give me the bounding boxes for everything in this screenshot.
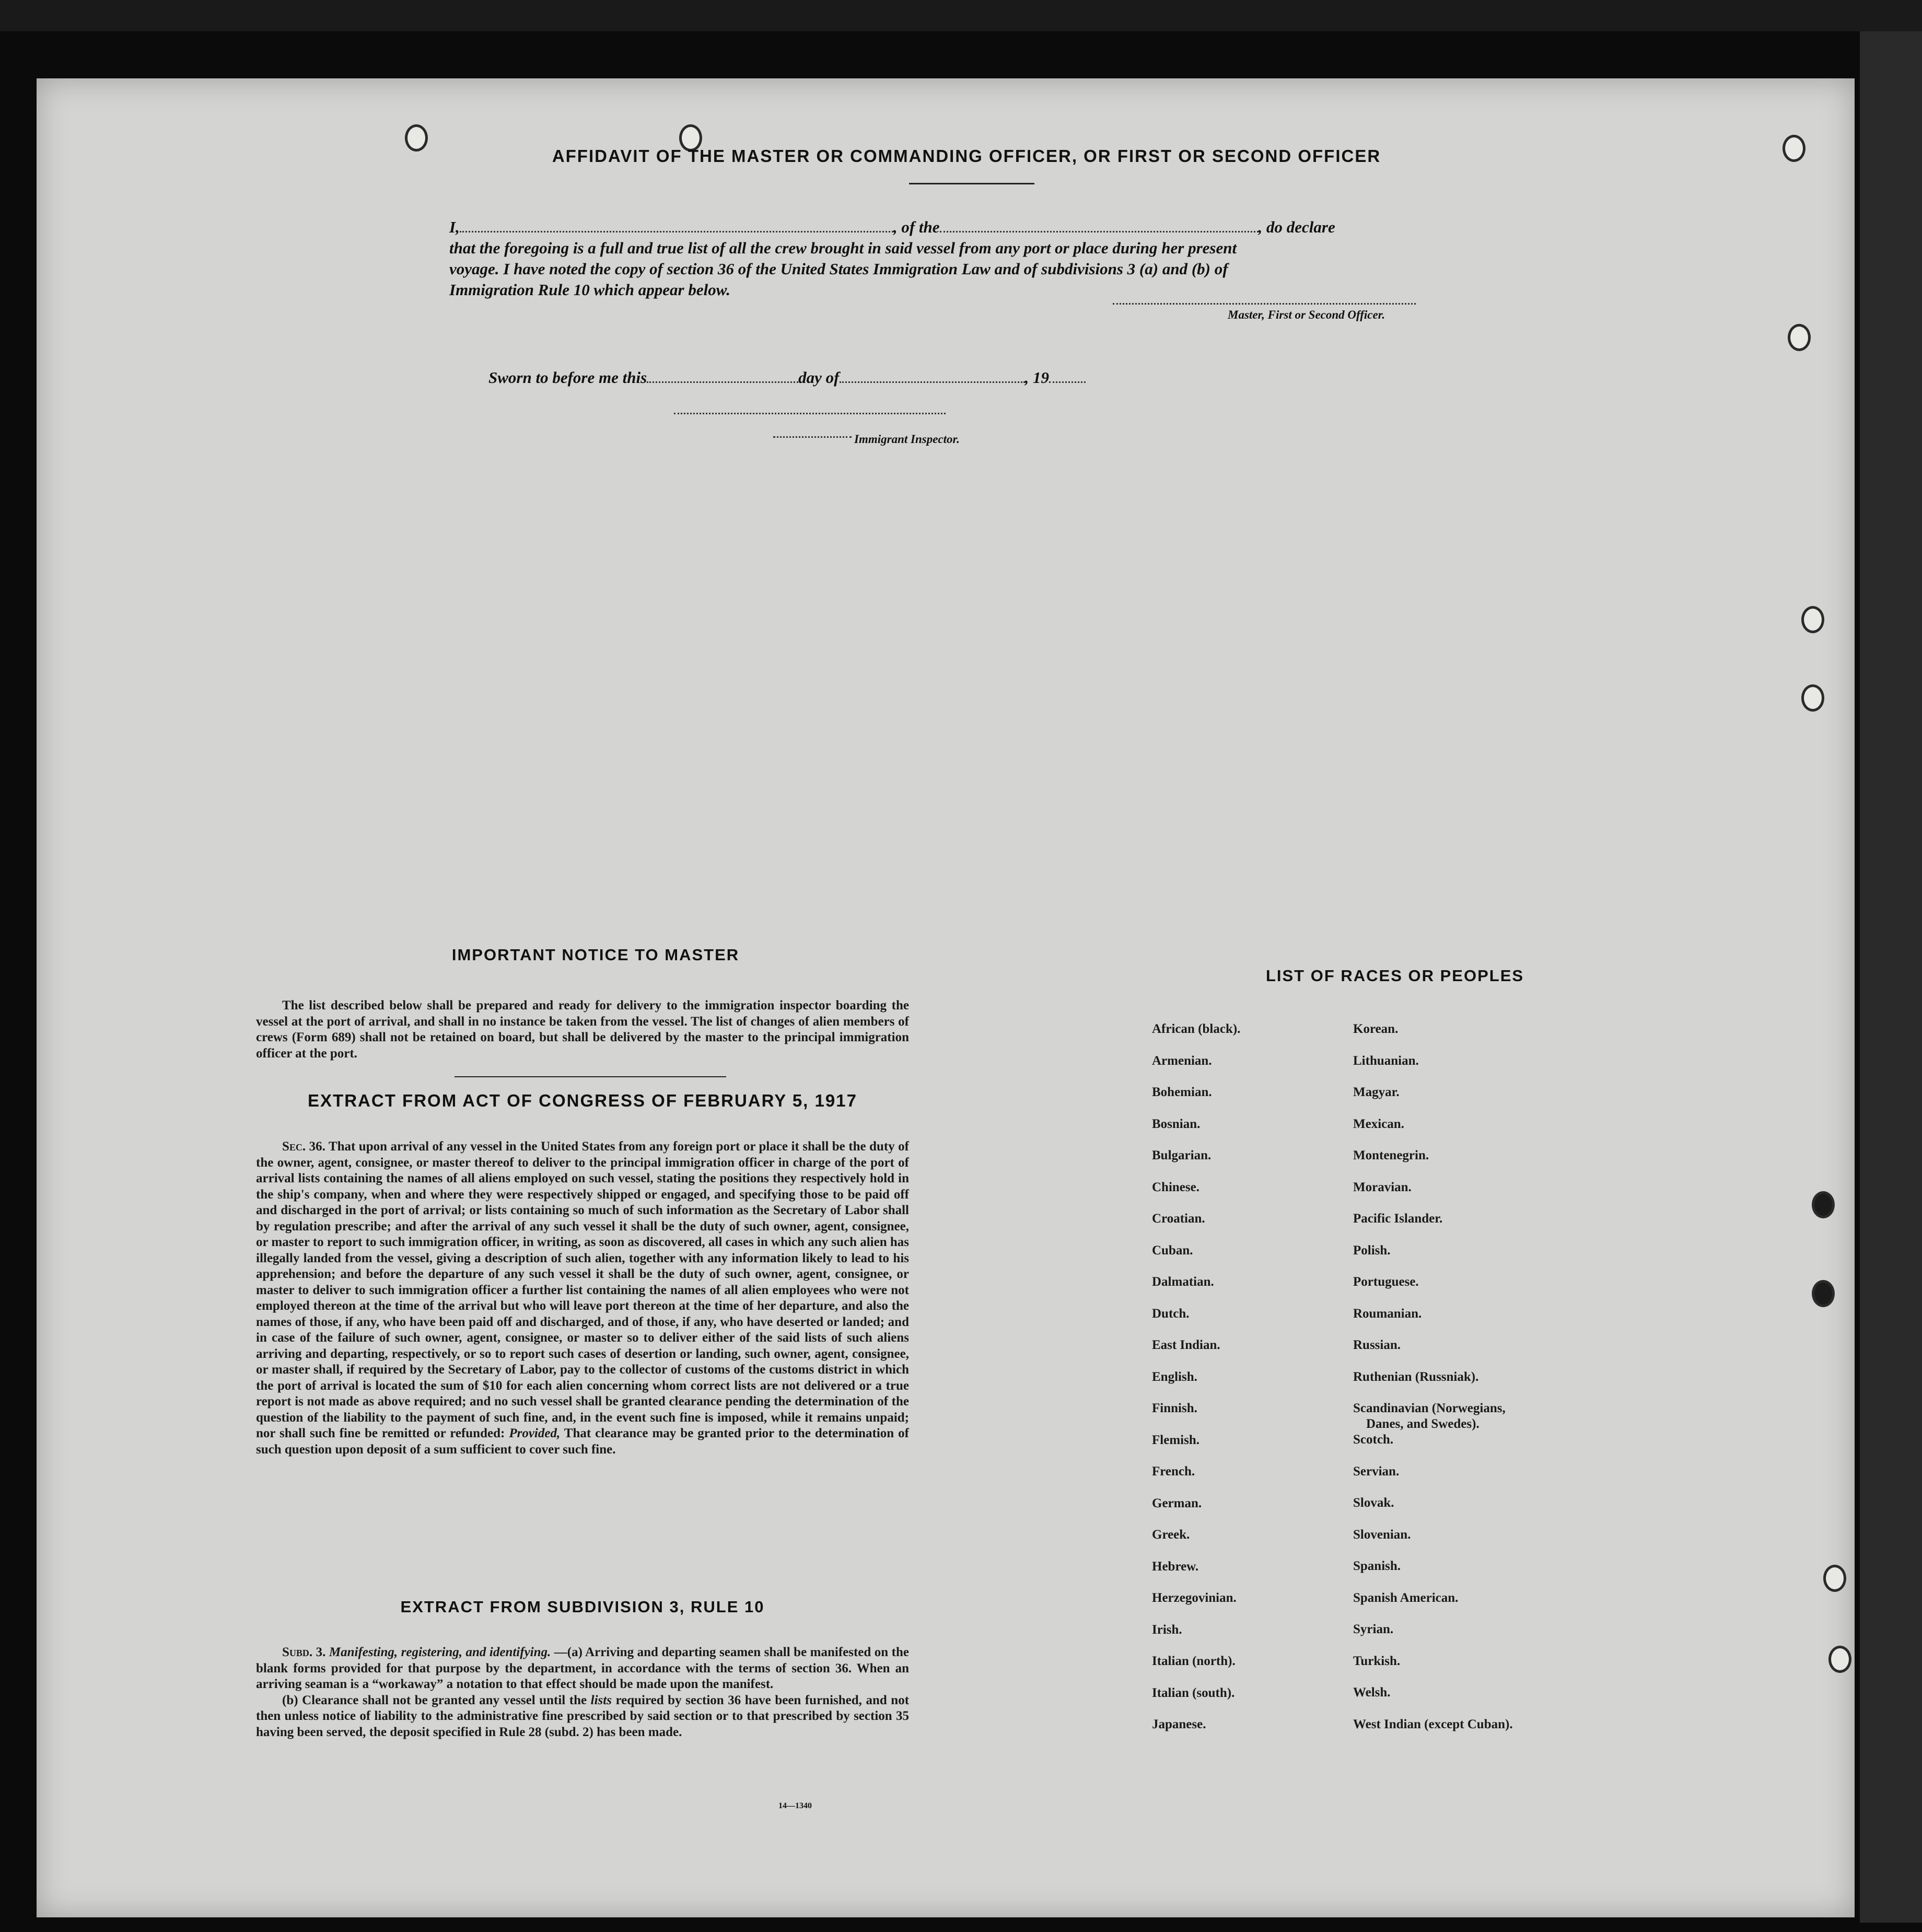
act-sec-label: Sec. 36.	[282, 1139, 325, 1154]
race-item: Irish.	[1152, 1622, 1182, 1637]
race-item: Scotch.	[1353, 1433, 1394, 1447]
race-item: Dutch.	[1152, 1306, 1190, 1321]
punch-hole	[1801, 684, 1824, 712]
race-item: Spanish.	[1353, 1559, 1401, 1573]
race-item: Cuban.	[1152, 1243, 1193, 1258]
form-number: 14—1340	[778, 1801, 812, 1810]
affidavit-line3: voyage. I have noted the copy of section 36 of the United States Immigration Law and of subdivisions 3 (a) and (b) of	[449, 260, 1228, 278]
race-item: Polish.	[1353, 1243, 1391, 1258]
race-item: Turkish.	[1353, 1654, 1401, 1668]
sworn-day-blank[interactable]	[647, 381, 798, 383]
race-item: Moravian.	[1353, 1180, 1412, 1194]
rule-para-b	[256, 1693, 909, 1741]
affidavit-line2: that the foregoing is a full and true list of all the crew brought in said vessel from any port or place during her present	[449, 239, 1237, 257]
vessel-blank[interactable]	[940, 231, 1259, 232]
rule-para-b-lists: lists	[590, 1693, 612, 1707]
inspector-label: Immigrant Inspector.	[854, 433, 960, 446]
affidavit-of-the: , of the	[893, 218, 940, 236]
act-title: EXTRACT FROM ACT OF CONGRESS OF FEBRUARY 5, 1917	[308, 1091, 857, 1110]
rule-para-b-rest: required by section 36 have been furnished, and not then unless notice of liability to the administrative fine prescribed by said section or to that prescribed by section 35 having been served, the deposit specified in Rule 28 (subd. 2) has been made.	[256, 1693, 910, 1739]
rule-subd-label: Subd. 3.	[282, 1645, 326, 1659]
punch-hole	[1801, 606, 1824, 633]
act-body: That upon arrival of any vessel in the United States from any foreign port or place it shall be the duty of the owner, agent, consignee, or master thereof to deliver to the principal immigration officer in charge of the port of arrival lists containing the names of all aliens employed on such vessel, stating the positions they respectively hold in the ship's company, when and where they were respectively shipped or engaged, and specifying those to be paid off and discharged in the port of arrival; or lists containing so much of such information as the Secretary of Labor shall by regulation prescribe; and after the arrival of any such vessel it shall be the duty of such owner, agent, consignee, or master to report to such immigration officer, in writing, as soon as discovered, all cases in which any such alien has illegally landed from the vessel, giving a description of such alien, together with any information likely to lead to his apprehension; and before the departure of any such vessel it shall be the duty of such owner, agent, consignee, or master to deliver to such immigration officer a further list containing the names of all alien employees who were not employed thereon at the time of the arrival but who will leave port thereon at the time of her departure, and also the names of those, if any, who have been paid off and discharged, and of those, if any, who have deserted or landed; and in case of the failure of such owner, agent, consignee, or master so to deliver either of the said lists of such aliens arriving and departing, respectively, or so to report such cases of desertion or landing, such owner, agent, consignee, or master shall, if required by the Secretary of Labor, pay to the collector of customs of the customs district in which the port of arrival is located the sum of $10 for each alien concerning whom correct lists are not delivered or a true report is not made as above required; and no such vessel shall be granted clearance pending the determination of the question of the liability to the payment of such fine, and, in the event such fine is imposed, while it remains unpaid; nor shall such fine be remitted or refunded:	[256, 1139, 909, 1440]
race-item: Armenian.	[1152, 1053, 1212, 1068]
affidavit-line4: Immigration Rule 10 which appear below.	[449, 281, 730, 299]
name-blank[interactable]	[460, 231, 893, 232]
notice-title: IMPORTANT NOTICE TO MASTER	[451, 946, 740, 964]
race-item: Pacific Islander.	[1353, 1212, 1443, 1226]
affidavit-i: I,	[449, 218, 460, 236]
punch-hole	[1788, 324, 1811, 351]
punch-hole	[1828, 1646, 1851, 1673]
sworn-month-blank[interactable]	[840, 381, 1025, 383]
scan-border-right	[1860, 31, 1922, 1923]
notice-rule	[455, 1076, 726, 1077]
race-item: West Indian (except Cuban).	[1353, 1717, 1513, 1731]
race-item: German.	[1152, 1496, 1202, 1510]
inspector-leader-dots	[773, 436, 852, 438]
affidavit-do-declare: , do declare	[1258, 218, 1335, 236]
race-item: Slovak.	[1353, 1496, 1394, 1510]
act-provided-label: Provided,	[509, 1426, 561, 1440]
sworn-line	[488, 368, 1086, 387]
sworn-year: , 19	[1024, 368, 1049, 387]
race-item: Italian (south).	[1152, 1685, 1235, 1700]
punch-hole	[1812, 1280, 1835, 1307]
rule-subd-heading: Manifesting, registering, and identifying.	[329, 1645, 551, 1659]
race-item: Bulgarian.	[1152, 1148, 1212, 1162]
sworn-year-blank[interactable]	[1049, 381, 1086, 383]
punch-hole	[1823, 1565, 1846, 1592]
race-item: Greek.	[1152, 1528, 1190, 1542]
document-page	[37, 78, 1855, 1917]
race-item: Herzegovinian.	[1152, 1591, 1237, 1605]
race-item: Montenegrin.	[1353, 1148, 1429, 1162]
rule-text	[256, 1645, 909, 1740]
race-item: African (black).	[1152, 1022, 1241, 1036]
race-item: Flemish.	[1152, 1433, 1199, 1447]
signature-label: Master, First or Second Officer.	[1228, 308, 1385, 321]
races-right-column	[1353, 1014, 1646, 1740]
race-item: Bosnian.	[1152, 1116, 1201, 1131]
race-item: Croatian.	[1152, 1212, 1205, 1226]
race-item: Portuguese.	[1353, 1275, 1419, 1289]
scan-border-top	[0, 0, 1922, 31]
race-item: Mexican.	[1353, 1116, 1404, 1131]
race-item: Ruthenian (Russniak).	[1353, 1369, 1479, 1384]
race-item: Korean.	[1353, 1022, 1399, 1036]
rule-para-b-lead: (b) Clearance shall not be granted any vessel until the	[282, 1693, 587, 1707]
race-item: Syrian.	[1353, 1622, 1394, 1636]
title-rule	[909, 183, 1034, 184]
punch-hole	[1812, 1191, 1835, 1218]
rule-title: EXTRACT FROM SUBDIVISION 3, RULE 10	[400, 1598, 765, 1616]
sworn-day-of: day of	[798, 368, 840, 387]
race-item: Bohemian.	[1152, 1085, 1212, 1099]
races-left-column	[1152, 1014, 1371, 1741]
rule-para-a	[256, 1645, 909, 1693]
race-item: English.	[1152, 1369, 1197, 1384]
race-item: Dalmatian.	[1152, 1275, 1214, 1289]
race-item: Roumanian.	[1353, 1306, 1422, 1321]
inspector-signature-blank[interactable]	[674, 413, 946, 414]
race-item: Lithuanian.	[1353, 1053, 1419, 1068]
race-item: Spanish American.	[1353, 1590, 1459, 1605]
sworn-prefix: Sworn to before me this	[488, 368, 647, 387]
race-item: Hebrew.	[1152, 1559, 1199, 1574]
signature-blank[interactable]	[1113, 303, 1416, 305]
race-item: Italian (north).	[1152, 1654, 1236, 1668]
act-text	[256, 1139, 909, 1458]
race-item: Japanese.	[1152, 1717, 1206, 1731]
race-item: Servian.	[1353, 1464, 1400, 1479]
affidavit-line1	[449, 217, 1468, 238]
race-item: East Indian.	[1152, 1338, 1220, 1352]
punch-hole	[405, 124, 428, 152]
affidavit-body	[449, 217, 1468, 300]
races-title: LIST OF RACES OR PEOPLES	[1265, 967, 1524, 985]
race-item: Magyar.	[1353, 1085, 1400, 1099]
act-provided-text: That clearance may be granted prior to the determination of such question upon deposit of a sum sufficient to cover such fine.	[256, 1426, 909, 1457]
race-item: Russian.	[1353, 1338, 1401, 1352]
race-item: Welsh.	[1353, 1685, 1391, 1700]
notice-text: The list described below shall be prepared and ready for delivery to the immigration inspector boarding the vessel at the port of arrival, and shall in no instance be taken from the vessel. The list of changes of alien members of crews (Form 689) shall not be retained on board, but shall be delivered by the master to the principal immigration officer at the port.	[256, 998, 909, 1061]
race-item: Finnish.	[1152, 1401, 1197, 1415]
punch-hole	[1783, 135, 1805, 162]
race-item: Scandinavian (Norwegians, Danes, and Swedes).	[1353, 1401, 1506, 1431]
rule-para-a-text: —(a) Arriving and departing seamen shall be manifested on the blank forms provided for that purpose by the department, in accordance with the terms of section 36. When an arriving seaman is a “workaway” a notation to that effect should be made upon the manifest.	[256, 1645, 910, 1691]
race-item: French.	[1152, 1464, 1195, 1479]
race-item: Slovenian.	[1353, 1527, 1411, 1542]
affidavit-title: AFFIDAVIT OF THE MASTER OR COMMANDING OFFICER, OR FIRST OR SECOND OFFICER	[552, 146, 1381, 166]
race-item: Chinese.	[1152, 1180, 1199, 1194]
